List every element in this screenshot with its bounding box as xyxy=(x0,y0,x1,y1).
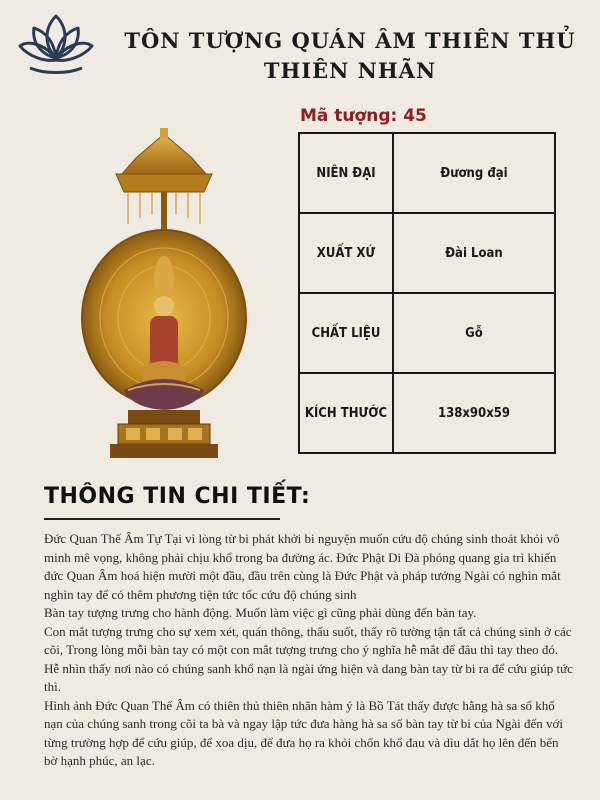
statue-photo xyxy=(76,128,252,458)
spec-row xyxy=(299,293,555,373)
spec-key: NIÊN ĐẠI xyxy=(299,133,393,213)
spec-value: Đài Loan xyxy=(393,213,555,293)
spec-table xyxy=(298,132,556,454)
spec-key: CHẤT LIỆU xyxy=(299,293,393,373)
spec-row xyxy=(299,213,555,293)
title-line-1: TÔN TƯỢNG QUÁN ÂM THIÊN THỦ xyxy=(124,28,576,53)
paragraph: Bàn tay tượng trưng cho hành động. Muốn làm việc gì cũng phải dùng đến bàn tay. xyxy=(44,605,477,620)
spec-value: 138x90x59 xyxy=(393,373,555,453)
spec-key: KÍCH THƯỚC xyxy=(299,373,393,453)
title-line-2: THIÊN NHÃN xyxy=(263,58,437,83)
statue-code: Mã tượng: 45 xyxy=(300,106,427,126)
spec-row xyxy=(299,373,555,453)
spec-row xyxy=(299,133,555,213)
paragraph: Con mắt tượng trưng cho sự xem xét, quán thông, thấu suốt, thấy rõ tường tận tất cả chúng sinh ở các cõi, Trong lòng mỗi bàn tay có một con mắt tượng trưng cho ý nghĩa hễ mắt để đâu thì tay theo đó. Hễ nhìn thấy nơi nào có chúng sanh khổ nạn là ngài ứng hiện và dang bàn tay từ bi ra để cứu giúp tức thì. xyxy=(44,623,573,694)
lotus-icon xyxy=(16,10,96,76)
description-text xyxy=(44,530,574,771)
section-heading: THÔNG TIN CHI TIẾT: xyxy=(44,484,311,509)
paragraph: Hình ảnh Đức Quan Thế Âm có thiên thủ thiên nhãn hàm ý là Bồ Tát thấy được hằng hà sa số khổ nạn của chúng sanh trong cõi ta bà và ngay lập tức đưa hàng hà sa số bàn tay từ bi của Ngài đến với từng trường hợp để cứu giúp, để xoa dịu, để đưa họ ra khỏi chốn khổ đau và dìu dắt họ lên đến bến bờ hạnh phúc, an lạc. xyxy=(44,697,563,768)
spec-key: XUẤT XỨ xyxy=(299,213,393,293)
heading-underline xyxy=(44,518,280,520)
spec-value: Gỗ xyxy=(393,293,555,373)
page-title xyxy=(120,26,580,86)
spec-value: Đương đại xyxy=(393,133,555,213)
paragraph: Đức Quan Thế Âm Tự Tại vì lòng từ bi phát khởi bi nguyện muốn cứu độ chúng sinh thoát khỏi vô minh mê vọng, không phải chịu khổ trong ba đường ác. Đức Phật Di Đà phóng quang gia trì khiến đức Quan Âm hoá hiện mười một đầu, đầu trên cùng là Đức Phật và pháp tướng Ngài có nghìn mắt nghìn tay để có thêm phương tiện tức tốc cứu độ chúng sinh xyxy=(44,531,561,602)
